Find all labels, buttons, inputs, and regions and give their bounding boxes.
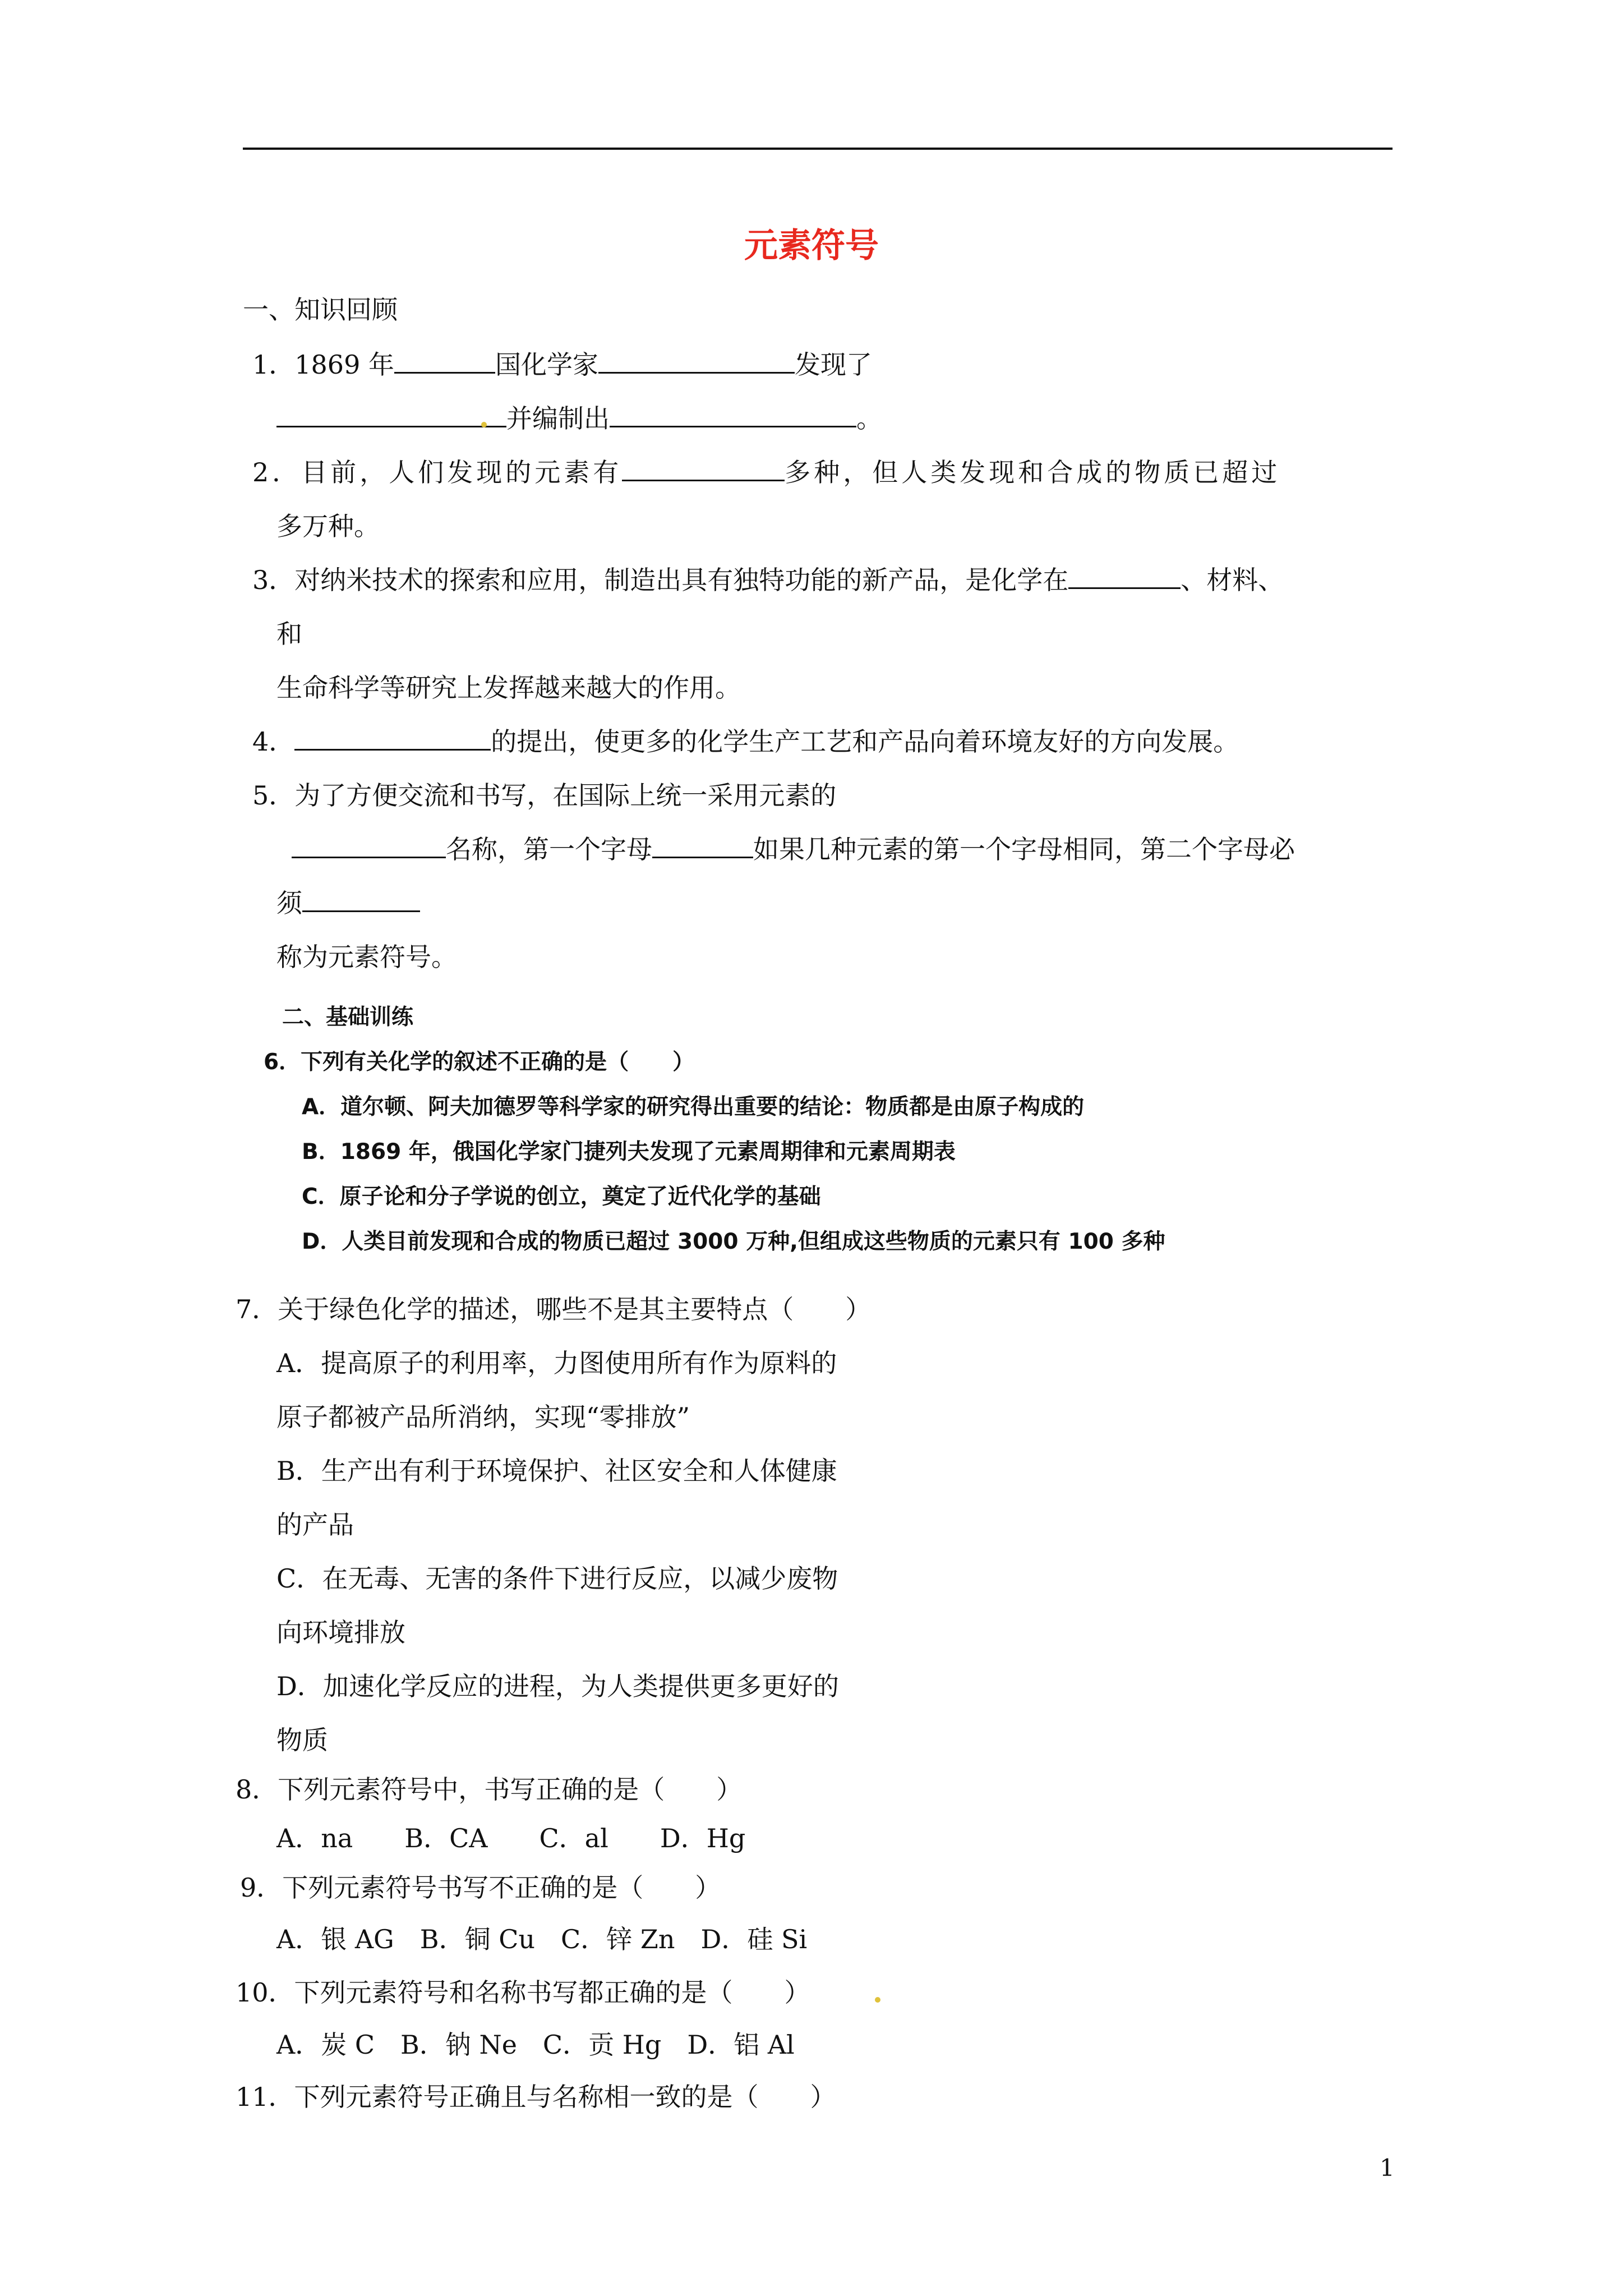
blank[interactable] [622, 455, 785, 481]
question-1-line-2: 并编制出 。 [276, 401, 882, 436]
question-7-option-c-line-2: 向环境排放 [276, 1617, 405, 1648]
question-6-stem: 6．下列有关化学的叙述不正确的是（ ） [264, 1050, 695, 1075]
question-11-stem: 11．下列元素符号正确且与名称相一致的是（ ） [236, 2082, 836, 2112]
question-8-stem: 8．下列元素符号中，书写正确的是（ ） [236, 1774, 743, 1805]
question-9-options: A．银 AG B．铜 Cu C．锌 Zn D．硅 Si [276, 1924, 808, 1954]
blank[interactable] [294, 724, 491, 751]
question-6-option-a: A．道尔顿、阿夫加德罗等科学家的研究得出重要的结论：物质都是由原子构成的 [302, 1094, 1085, 1120]
question-9-stem: 9．下列元素符号书写不正确的是（ ） [240, 1872, 721, 1903]
stray-mark [481, 422, 487, 427]
question-6-option-c: C．原子论和分子学说的创立，奠定了近代化学的基础 [302, 1184, 821, 1209]
question-1-line-1: 1．1869 年 国化学家 发现了 [252, 347, 872, 383]
header-rule [243, 148, 1393, 150]
blank[interactable] [598, 347, 795, 374]
question-8-options: A．na B．CA C．al D．Hg [276, 1823, 746, 1853]
question-6-option-b: B．1869 年，俄国化学家门捷列夫发现了元素周期律和元素周期表 [302, 1139, 956, 1165]
question-7-option-a-line-2: 原子都被产品所消纳，实现“零排放” [276, 1402, 690, 1432]
section-heading-review: 一、知识回顾 [243, 295, 398, 325]
question-3-line-3: 生命科学等研究上发挥越来越大的作用。 [276, 673, 741, 703]
question-5-line-2: 名称，第一个字母 如果几种元素的第一个字母相同，第二个字母必 [292, 831, 1295, 867]
blank[interactable] [652, 832, 753, 858]
question-7-option-c-line-1: C．在无毒、无害的条件下进行反应，以减少废物 [276, 1563, 838, 1594]
blank[interactable] [302, 886, 420, 912]
question-3-line-1: 3．对纳米技术的探索和应用，制造出具有独特功能的新产品，是化学在 、材料、 [252, 562, 1284, 598]
question-5-line-4: 称为元素符号。 [276, 942, 457, 972]
page-title: 元素符号 [744, 226, 879, 265]
question-7-option-b-line-1: B．生产出有利于环境保护、社区安全和人体健康 [276, 1456, 837, 1486]
question-7-option-d-line-1: D．加速化学反应的进程，为人类提供更多更好的 [276, 1671, 839, 1701]
question-2-line-1: 2．目前，人们发现的元素有 多种，但人类发现和合成的物质已超过 [252, 454, 1280, 490]
question-7-option-a-line-1: A．提高原子的利用率，力图使用所有作为原料的 [276, 1348, 837, 1378]
page-number: 1 [1380, 2154, 1395, 2182]
blank[interactable] [1068, 563, 1181, 589]
stray-mark [875, 1997, 880, 2003]
question-6-option-d: D．人类目前发现和合成的物质已超过 3000 万种,但组成这些物质的元素只有 100 多种 [302, 1229, 1165, 1254]
question-5-line-1: 5．为了方便交流和书写，在国际上统一采用元素的 [252, 780, 837, 811]
blank[interactable] [292, 832, 446, 858]
question-3-line-2: 和 [276, 619, 302, 649]
question-2-line-2: 多万种。 [276, 511, 380, 541]
question-5-line-3: 须 [276, 885, 420, 921]
question-10-stem: 10．下列元素符号和名称书写都正确的是（ ） [236, 1977, 810, 2008]
question-7-stem: 7．关于绿色化学的描述，哪些不是其主要特点（ ） [236, 1294, 872, 1324]
question-7-option-d-line-2: 物质 [276, 1725, 328, 1755]
blank[interactable] [276, 401, 506, 427]
blank[interactable] [394, 347, 495, 374]
question-4: 4． 的提出，使更多的化学生产工艺和产品向着环境友好的方向发展。 [252, 724, 1239, 760]
question-10-options: A．炭 C B．钠 Ne C．贡 Hg D．铝 Al [276, 2030, 795, 2060]
section-heading-training: 二、基础训练 [282, 1005, 414, 1030]
question-7-option-b-line-2: 的产品 [276, 1510, 354, 1540]
blank[interactable] [610, 401, 856, 427]
